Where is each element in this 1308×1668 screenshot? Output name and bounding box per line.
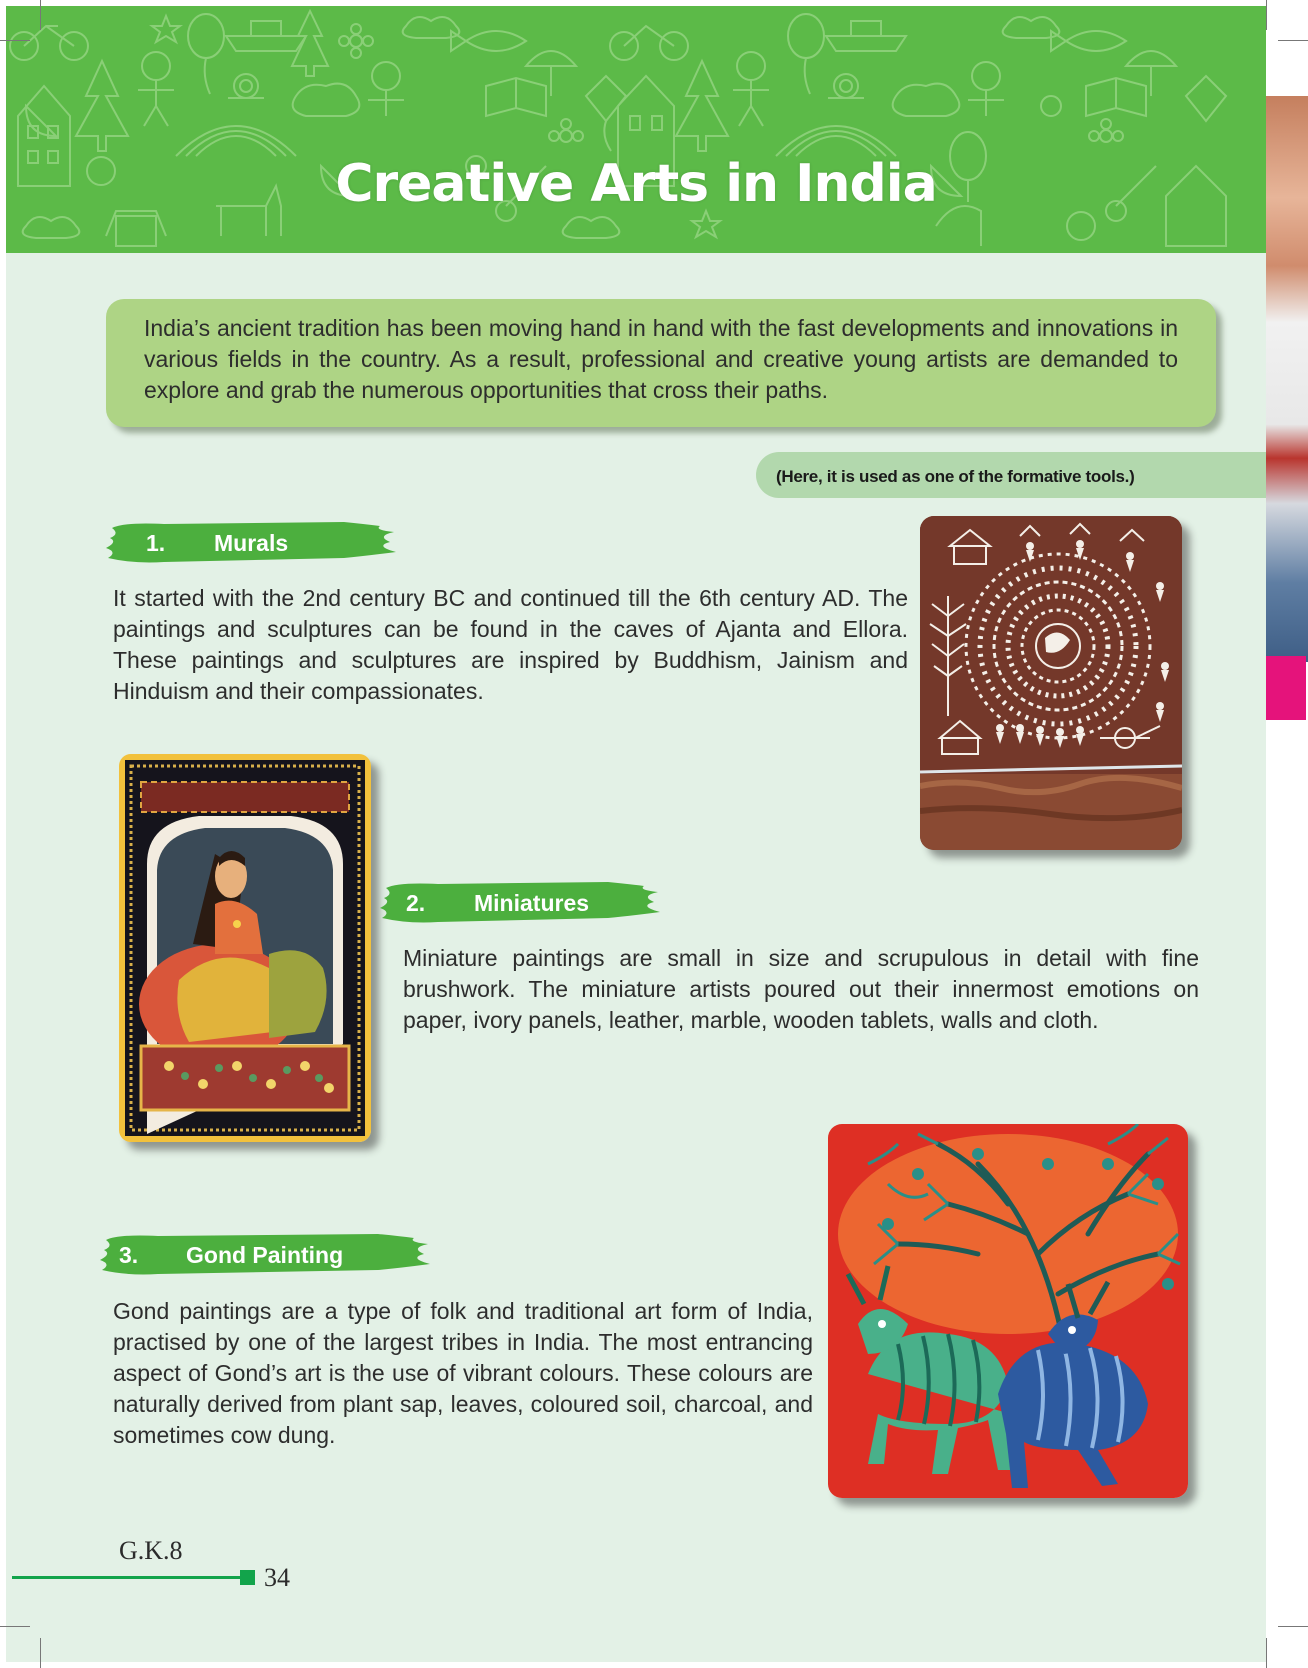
title-banner bbox=[6, 6, 1266, 253]
crop-mark bbox=[1278, 40, 1308, 41]
crop-mark bbox=[1278, 1626, 1308, 1627]
miniatures-text: Miniature paintings are small in size and scrupulous in detail with fine brushwork. The miniature artists poured out their innermost emotions on paper, ivory panels, leather, marble, wooden tablets, walls and cloth. bbox=[403, 945, 1199, 1033]
crop-mark bbox=[40, 1638, 41, 1668]
section-number: 1. bbox=[146, 530, 166, 556]
crop-mark bbox=[40, 0, 41, 30]
section-heading-murals bbox=[104, 518, 404, 568]
section-number: 2. bbox=[406, 890, 426, 916]
crop-mark bbox=[0, 40, 30, 41]
side-tab bbox=[1266, 656, 1306, 720]
section-heading-gond bbox=[98, 1230, 438, 1280]
crop-mark bbox=[1266, 0, 1267, 30]
page-number: 34 bbox=[264, 1563, 290, 1592]
section-title: Miniatures bbox=[474, 890, 590, 916]
section-heading-miniatures bbox=[378, 878, 668, 928]
footer-square bbox=[240, 1570, 255, 1585]
book-code: G.K.8 bbox=[119, 1536, 183, 1565]
murals-text: It started with the 2nd century BC and continued till the 6th century AD. The paintings and sculptures can be found in the caves of Ajanta and Ellora. These paintings and sculptures are inspired by Buddhism, Jainism and Hinduism and their compassionates. bbox=[113, 585, 908, 704]
section-number: 3. bbox=[119, 1242, 139, 1268]
section-title: Murals bbox=[214, 530, 289, 556]
crop-mark bbox=[0, 1626, 30, 1627]
mural-image bbox=[920, 516, 1182, 850]
gond-text: Gond paintings are a type of folk and traditional art form of India, practised by one of the largest tribes in India. The most entrancing aspect of Gond’s art is the use of vibrant colours. These colours are naturally derived from plant sap, leaves, coloured soil, charcoal, and sometimes cow dung. bbox=[113, 1298, 813, 1448]
miniature-image bbox=[119, 754, 371, 1142]
page-title: Creative Arts in India bbox=[335, 154, 937, 214]
intro-box bbox=[106, 299, 1216, 427]
crop-mark bbox=[1266, 1638, 1267, 1668]
note-text: (Here, it is used as one of the formative tools.) bbox=[776, 467, 1135, 486]
page-background bbox=[6, 6, 1266, 1662]
section-title: Gond Painting bbox=[186, 1242, 344, 1268]
intro-text: India’s ancient tradition has been moving hand in hand with the fast developments and innovations in various fields in the country. As a result, professional and creative young artists are demanded to explore and grab the numerous opportunities that cross their paths. bbox=[144, 315, 1178, 403]
footer-rule bbox=[12, 1576, 240, 1579]
doodle-pattern bbox=[6, 6, 1266, 253]
gond-image bbox=[828, 1124, 1188, 1498]
side-photo-strip bbox=[1266, 96, 1308, 662]
